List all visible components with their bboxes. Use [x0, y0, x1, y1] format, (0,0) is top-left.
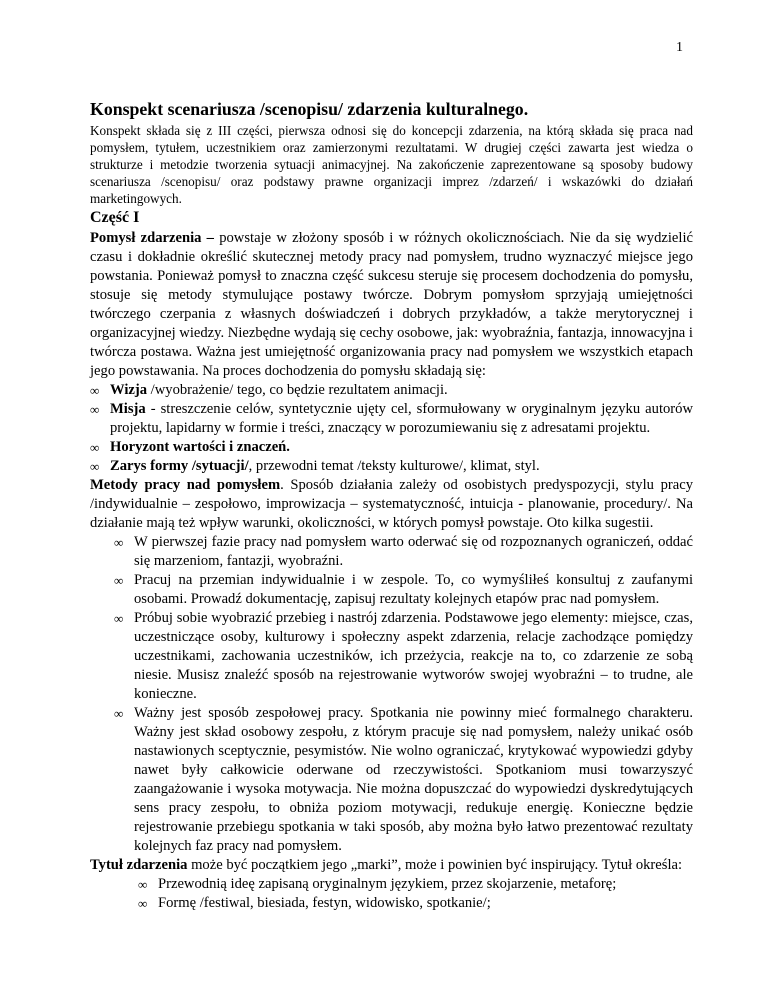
page-content	[90, 98, 693, 913]
infinity-bullet-icon: ∞	[90, 402, 100, 417]
list-item-text: W pierwszej fazie pracy nad pomysłem warto oderwać się od rozpoznanych ograniczeń, oddać się marzeniom, fantazji, wyobraźni.	[134, 534, 693, 569]
pomysl-text: powstaje w złożony sposób i w różnych okolicznościach. Nie da się wydzielić czasu i dokładnie określić skutecznej metody pracy nad pomysłem, trudno wyznaczyć miejsce jego powstania. Ponieważ pomysł to znaczna część sukcesu steruje się procesem dochodzenia do pomysłu, stosuje się metody stymulujące postawy twórcze. Dobrym pomysłom sprzyjają umiejętności twórczego czerpania z własnych doświadczeń i dobrych przykładów, a także merytorycznej i organizacyjnej wiedzy. Niezbędne wydają się cechy osobowe, jak: wyobraźnia, fantazja, innowacyjna i twórcza postawa. Ważna jest umiejętność organizowania pracy nad pomysłem we wszystkich etapach jego powstawania. Na proces dochodzenia do pomysłu składają się:	[90, 230, 693, 379]
intro-paragraph: Konspekt składa się z III części, pierwsza odnosi się do koncepcji zdarzenia, na którą składa się praca nad pomysłem, tytułem, uczestnikiem oraz zamierzonymi rezultatami. W drugiej części zawarta jest wiedza o strukturze i metodzie tworzenia sytuacji animacyjnej. Na zakończenie zaprezentowane są sposoby budowy scenariusza /scenopisu/ oraz podstawy prawne organizacji imprez /zdarzeń/ i wskazówki do działań marketingowych.	[90, 123, 693, 206]
list-item-text: , przewodni temat /teksty kulturowe/, klimat, styl.	[248, 458, 540, 474]
list-item	[90, 875, 693, 894]
list-item	[90, 457, 693, 476]
list-item	[90, 571, 693, 609]
tytul-paragraph	[90, 856, 693, 875]
list-item-term: Misja	[110, 401, 146, 417]
infinity-bullet-icon: ∞	[90, 383, 100, 398]
list-item-text: Przewodnią ideę zapisaną oryginalnym językiem, przez skojarzenie, metaforę;	[158, 876, 617, 892]
pomysl-term: Pomysł zdarzenia –	[90, 230, 214, 246]
list-item-text: Formę /festiwal, biesiada, festyn, widowisko, spotkanie/;	[158, 895, 491, 911]
infinity-bullet-icon: ∞	[114, 706, 124, 721]
list-item-text: /wyobrażenie/ tego, co będzie rezultatem animacji.	[147, 382, 448, 398]
pomysl-paragraph	[90, 229, 693, 381]
infinity-bullet-icon: ∞	[138, 896, 148, 911]
list-item	[90, 609, 693, 704]
list-item	[90, 438, 693, 457]
infinity-bullet-icon: ∞	[114, 611, 124, 626]
list-item-text: Próbuj sobie wyobrazić przebieg i nastrój zdarzenia. Podstawowe jego elementy: miejsce, czas, uczestniczące osoby, kulturowy i społeczny aspekt zdarzenia, relacje zachodzące pomiędzy uczestnikami, zachowania uczestników, ich przeżycia, reakcje na to, co zdarzenie ze sobą niesie. Musisz znaleźć sposób na rejestrowanie wytworów swojej wyobraźni – to trudne, ale konieczne.	[134, 610, 693, 702]
tytul-text: może być początkiem jego „marki”, może i powinien być inspirujący. Tytuł określa:	[187, 857, 683, 873]
infinity-bullet-icon: ∞	[114, 573, 124, 588]
tytul-list	[90, 875, 693, 913]
list-item-term: Wizja	[110, 382, 148, 398]
list-item-text: Pracuj na przemian indywidualnie i w zespole. To, co wymyśliłeś konsultuj z zaufanymi osobami. Prowadź dokumentację, zapisuj rezultaty kolejnych etapów prac nad pomysłem.	[134, 572, 693, 607]
list-item-text: - streszczenie celów, syntetycznie ujęty cel, sformułowany w oryginalnym języku autorów projektu, lapidarny w formie i treści, znaczący w porozumiewaniu się z adresatami projektu.	[110, 401, 693, 436]
list-item	[90, 381, 693, 400]
metody-term: Metody pracy nad pomysłem	[90, 477, 281, 493]
tytul-term: Tytuł zdarzenia	[90, 857, 188, 873]
list-item-term: Zarys formy /sytuacji/	[110, 458, 249, 474]
metody-paragraph	[90, 476, 693, 533]
list-item	[90, 704, 693, 856]
list-item	[90, 894, 693, 913]
list-item-text: Ważny jest sposób zespołowej pracy. Spotkania nie powinny mieć formalnego charakteru. Ważny jest skład osobowy zespołu, z którym pracuje się nad pomysłem, należy unikać osób nastawionych sceptycznie, pesymistów. Nie wolno ograniczać, krytykować wypowiedzi gdyby nawet były całkowicie oderwane od rzeczywistości. Spotkaniom musi towarzyszyć zaangażowanie i wysoka motywacja. Nie można dopuszczać do wypowiedzi dyskredytujących sens pracy zespołu, to obniża poziom motywacji, redukuje energię. Konieczne będzie rejestrowanie przebiegu spotkania w taki sposób, aby można było łatwo prezentować rezultaty kolejnych faz pracy nad pomysłem.	[134, 705, 693, 854]
infinity-bullet-icon: ∞	[90, 440, 100, 455]
process-list	[90, 381, 693, 476]
infinity-bullet-icon: ∞	[114, 535, 124, 550]
document-title: Konspekt scenariusza /scenopisu/ zdarzenia kulturalnego.	[90, 99, 529, 119]
infinity-bullet-icon: ∞	[138, 877, 148, 892]
list-item	[90, 533, 693, 571]
page-number: 1	[676, 40, 683, 55]
metody-text: . Sposób działania zależy od osobistych predyspozycji, stylu pracy /indywidualnie – zespołowo, improwizacja – systematyczność, intuicja - planowanie, procedury/. Na działanie mają też wpływ warunki, okoliczności, w których pomysł powstaje. Oto kilka sugestii.	[90, 477, 693, 531]
suggestions-list	[90, 533, 693, 856]
section-heading: Część I	[90, 209, 140, 226]
list-item-term: Horyzont wartości i znaczeń.	[110, 439, 290, 455]
list-item	[90, 400, 693, 438]
infinity-bullet-icon: ∞	[90, 459, 100, 474]
